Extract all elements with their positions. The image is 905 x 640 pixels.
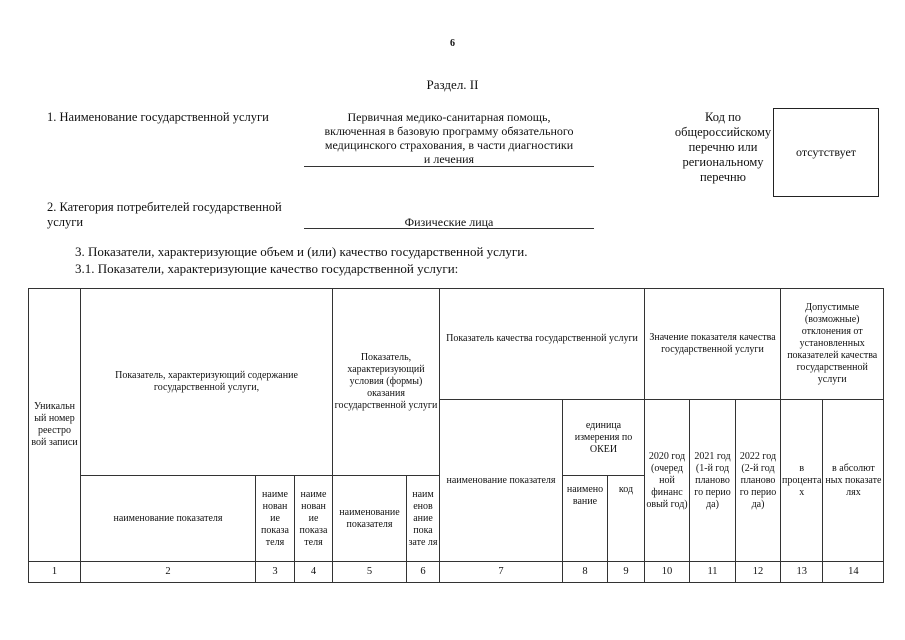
header-indicator-value: Значение показателя качества государственной услуги [645,289,781,400]
header-unique-number: Уникальн ый номер реестро вой записи [29,289,81,562]
service-name-line: медицинского страхования, в части диагностики [324,138,574,152]
column-number: 6 [407,562,440,583]
paragraph-3-1: 3.1. Показатели, характеризующие качество государственной услуги: [75,261,459,276]
registry-code-label [662,110,784,185]
header-unit-name: наимено вание [563,476,608,562]
service-name-label: 1. Наименование государственной услуги [47,110,269,124]
paragraph-3: 3. Показатели, характеризующие объем и (или) качество государственной услуги. [75,244,528,259]
service-name-line: Первичная медико-санитарная помощь, [347,110,551,124]
consumer-category-label [47,200,282,230]
header-content-indicator: Показатель, характеризующий содержание государственной услуги, [81,289,333,476]
column-numbers-row [29,562,884,583]
header-quality-indicator: Показатель качества государственной услуги [440,289,645,400]
column-number: 5 [333,562,407,583]
service-name-line: включенная в базовую программу обязательного [324,124,574,138]
header-conditions-indicator: Показатель, характеризующий условия (формы) оказания государственной услуги [333,289,440,476]
code-label-line: перечню [699,170,747,184]
header-deviation-absolute: в абсолют ных показате лях [823,400,884,562]
header-indicator-name-col3: наиме нован ие показа теля [256,476,295,562]
consumer-category-value: Физические лица [304,215,594,229]
header-content-indicator-name: наименование показателя [81,476,256,562]
column-number: 9 [608,562,645,583]
code-label-line: общероссийскому [674,125,772,139]
column-number: 12 [736,562,781,583]
header-allowed-deviations: Допустимые (возможные) отклонения от установленных показателей качества государственной услуги [781,289,884,400]
column-number: 7 [440,562,563,583]
registry-code-value: отсутствует [795,145,857,159]
header-year-2022: 2022 год (2-й год планово го перио да) [736,400,781,562]
column-number: 13 [781,562,823,583]
column-number: 14 [823,562,884,583]
header-okei-unit: единица измерения по ОКЕИ [563,400,645,476]
column-number: 8 [563,562,608,583]
header-indicator-name-col4: наиме нован ие показа теля [295,476,333,562]
code-label-line: региональному [682,155,764,169]
header-indicator-name-col6: наим енов ание пока зате ля [407,476,440,562]
column-number: 1 [29,562,81,583]
column-number: 3 [256,562,295,583]
header-unit-code: код [608,476,645,562]
registry-code-box [773,108,879,197]
column-number: 11 [690,562,736,583]
column-number: 4 [295,562,333,583]
quality-indicators-table [28,288,884,583]
section-title: Раздел. II [426,77,479,92]
header-deviation-percent: в процента х [781,400,823,562]
code-label-line: Код по [704,110,742,124]
header-year-2021: 2021 год (1-й год планово го перио да) [690,400,736,562]
consumer-label-line: услуги [47,215,84,229]
header-year-2020: 2020 год (очеред ной финанс овый год) [645,400,690,562]
header-conditions-indicator-name: наименование показателя [333,476,407,562]
service-name-value [304,110,594,167]
consumer-label-line: 2. Категория потребителей государственной [47,200,282,214]
column-number: 2 [81,562,256,583]
header-quality-indicator-name: наименование показателя [440,400,563,562]
code-label-line: перечню или [688,140,758,154]
page-number: 6 [450,38,455,49]
service-name-line: и лечения [423,152,475,166]
column-number: 10 [645,562,690,583]
